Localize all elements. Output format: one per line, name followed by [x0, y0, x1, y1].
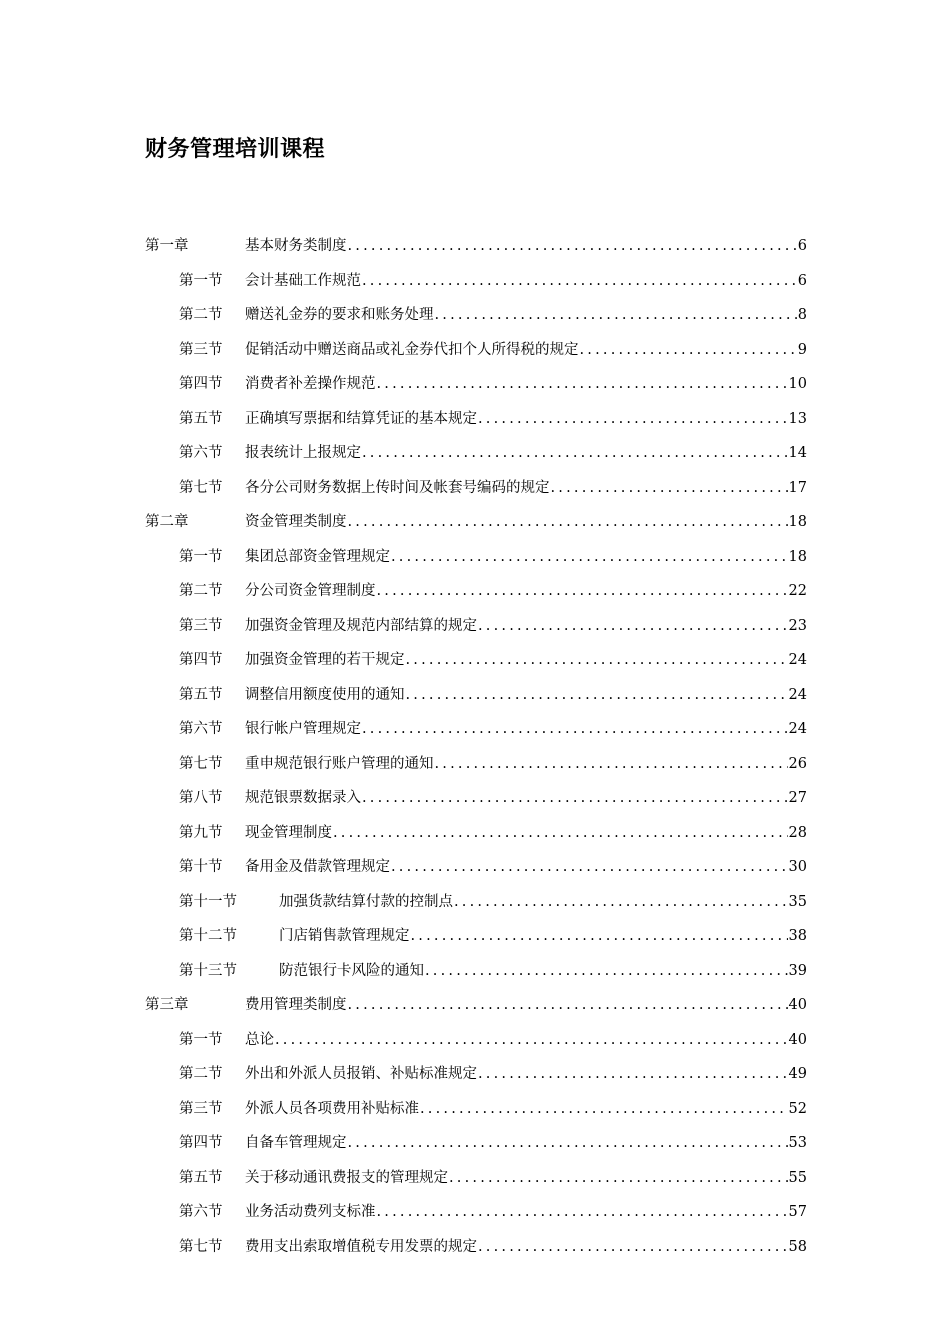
toc-dot-leader: [362, 441, 788, 465]
toc-section-entry[interactable]: [145, 372, 807, 407]
toc-entry-number: 第一节: [179, 272, 223, 289]
toc-page-number: 58: [788, 1238, 807, 1255]
toc-section-entry[interactable]: [145, 407, 807, 442]
toc-dot-leader: [275, 1028, 788, 1052]
toc-section-entry[interactable]: [145, 1097, 807, 1132]
toc-entry-title: 加强资金管理的若干规定: [245, 652, 405, 668]
toc-section-entry[interactable]: [145, 648, 807, 683]
toc-entry-title: 银行帐户管理规定: [245, 721, 361, 737]
toc-chapter-entry[interactable]: [145, 234, 807, 269]
toc-entry-title: 总论: [245, 1031, 274, 1048]
toc-entry-title: 正确填写票据和结算凭证的基本规定: [245, 410, 477, 427]
toc-dot-leader: [435, 752, 788, 776]
toc-section-entry[interactable]: [145, 717, 807, 752]
toc-dot-leader: [348, 1131, 788, 1155]
toc-entry-title: 费用支出索取增值税专用发票的规定: [245, 1238, 477, 1255]
toc-section-entry[interactable]: [145, 545, 807, 580]
toc-dot-leader: [420, 1097, 788, 1121]
toc-page-number: 49: [788, 1066, 807, 1082]
toc-page-number: 18: [788, 514, 807, 530]
toc-page-number: 14: [788, 445, 807, 461]
toc-entry-title: 各分公司财务数据上传时间及帐套号编码的规定: [245, 479, 550, 496]
toc-dot-leader: [551, 476, 788, 500]
toc-entry-number: 第二节: [179, 307, 223, 323]
toc-dot-leader: [391, 855, 788, 879]
toc-page-number: 23: [788, 617, 807, 634]
toc-section-entry[interactable]: [145, 683, 807, 718]
toc-dot-leader: [406, 648, 788, 672]
toc-entry-number: 第四节: [179, 376, 223, 392]
toc-entry-number: 第二节: [179, 1066, 223, 1082]
toc-entry-number: 第六节: [179, 445, 223, 461]
toc-section-entry[interactable]: [145, 786, 807, 821]
toc-dot-leader: [406, 683, 788, 707]
toc-entry-title: 加强货款结算付款的控制点: [279, 893, 453, 910]
toc-dot-leader: [478, 407, 788, 431]
toc-page-number: 39: [788, 962, 807, 979]
toc-entry-number: 第四节: [179, 652, 223, 668]
toc-entry-number: 第七节: [179, 1238, 223, 1255]
toc-section-entry[interactable]: [145, 1062, 807, 1097]
toc-page-number: 6: [797, 238, 807, 254]
toc-entry-number: 第七节: [179, 479, 223, 496]
document-title: 财务管理培训课程: [145, 137, 326, 162]
toc-section-entry[interactable]: [145, 338, 807, 373]
toc-dot-leader: [348, 510, 788, 534]
toc-dot-leader: [478, 1235, 788, 1259]
toc-page-number: 28: [788, 824, 807, 841]
toc-entry-number: 第五节: [179, 410, 223, 427]
table-of-contents: [145, 234, 807, 1269]
toc-page-number: 17: [788, 479, 807, 496]
toc-entry-title: 关于移动通讯费报支的管理规定: [245, 1169, 448, 1186]
toc-page-number: 22: [788, 583, 807, 599]
toc-chapter-entry[interactable]: [145, 510, 807, 545]
toc-dot-leader: [362, 269, 797, 293]
toc-section-entry[interactable]: [145, 614, 807, 649]
toc-entry-number: 第二节: [179, 583, 223, 599]
toc-entry-title: 费用管理类制度: [245, 997, 347, 1013]
toc-section-entry[interactable]: [145, 752, 807, 787]
toc-entry-title: 调整信用额度使用的通知: [245, 686, 405, 703]
toc-entry-number: 第十三节: [179, 962, 237, 979]
toc-page-number: 53: [788, 1135, 807, 1151]
toc-section-entry[interactable]: [145, 890, 807, 925]
toc-entry-number: 第十节: [179, 859, 223, 875]
toc-entry-number: 第六节: [179, 1204, 223, 1220]
toc-entry-number: 第九节: [179, 824, 223, 841]
toc-dot-leader: [377, 579, 788, 603]
toc-page-number: 38: [788, 928, 807, 944]
toc-page-number: 6: [797, 272, 807, 289]
toc-entry-title: 资金管理类制度: [245, 514, 347, 530]
toc-dot-leader: [449, 1166, 788, 1190]
toc-page-number: 24: [788, 686, 807, 703]
toc-entry-number: 第六节: [179, 721, 223, 737]
toc-entry-title: 加强资金管理及规范内部结算的规定: [245, 617, 477, 634]
toc-entry-title: 重申规范银行账户管理的通知: [245, 755, 434, 772]
toc-entry-number: 第三章: [145, 997, 189, 1013]
toc-entry-number: 第一章: [145, 238, 189, 254]
toc-entry-number: 第三节: [179, 617, 223, 634]
toc-entry-number: 第八节: [179, 790, 223, 806]
toc-section-entry[interactable]: [145, 1131, 807, 1166]
toc-page-number: 30: [788, 859, 807, 875]
toc-dot-leader: [348, 993, 788, 1017]
toc-dot-leader: [348, 234, 797, 258]
toc-dot-leader: [478, 1062, 788, 1086]
toc-page-number: 26: [788, 755, 807, 772]
toc-page-number: 40: [788, 1031, 807, 1048]
toc-entry-number: 第一节: [179, 548, 223, 565]
toc-section-entry[interactable]: [145, 1166, 807, 1201]
toc-entry-title: 报表统计上报规定: [245, 445, 361, 461]
toc-page-number: 18: [788, 548, 807, 565]
toc-chapter-entry[interactable]: [145, 993, 807, 1028]
toc-dot-leader: [580, 338, 797, 362]
toc-entry-title: 规范银票数据录入: [245, 790, 361, 806]
toc-section-entry[interactable]: [145, 269, 807, 304]
toc-section-entry[interactable]: [145, 855, 807, 890]
toc-entry-title: 集团总部资金管理规定: [245, 548, 390, 565]
toc-entry-number: 第五节: [179, 1169, 223, 1186]
toc-entry-number: 第三节: [179, 341, 223, 358]
toc-section-entry[interactable]: [145, 1028, 807, 1063]
toc-dot-leader: [377, 372, 788, 396]
toc-page-number: 9: [797, 341, 807, 358]
toc-section-entry[interactable]: [145, 924, 807, 959]
toc-entry-title: 备用金及借款管理规定: [245, 859, 390, 875]
toc-page-number: 24: [788, 652, 807, 668]
toc-section-entry[interactable]: [145, 821, 807, 856]
toc-page-number: 55: [788, 1169, 807, 1186]
toc-dot-leader: [377, 1200, 788, 1224]
toc-entry-title: 分公司资金管理制度: [245, 583, 376, 599]
toc-page-number: 35: [788, 893, 807, 910]
toc-page-number: 52: [788, 1100, 807, 1117]
toc-dot-leader: [478, 614, 788, 638]
toc-entry-number: 第四节: [179, 1135, 223, 1151]
toc-entry-title: 业务活动费列支标准: [245, 1204, 376, 1220]
toc-section-entry[interactable]: [145, 476, 807, 511]
toc-entry-title: 外出和外派人员报销、补贴标准规定: [245, 1066, 477, 1082]
toc-entry-title: 消费者补差操作规范: [245, 376, 376, 392]
toc-entry-title: 会计基础工作规范: [245, 272, 361, 289]
toc-dot-leader: [362, 717, 788, 741]
toc-dot-leader: [454, 890, 788, 914]
toc-section-entry[interactable]: [145, 579, 807, 614]
toc-entry-title: 自备车管理规定: [245, 1135, 347, 1151]
toc-entry-number: 第二章: [145, 514, 189, 530]
toc-section-entry[interactable]: [145, 1235, 807, 1270]
toc-dot-leader: [333, 821, 788, 845]
toc-page-number: 57: [788, 1204, 807, 1220]
toc-entry-title: 现金管理制度: [245, 824, 332, 841]
toc-entry-title: 防范银行卡风险的通知: [279, 962, 424, 979]
toc-entry-number: 第十二节: [179, 928, 237, 944]
toc-page-number: 24: [788, 721, 807, 737]
toc-dot-leader: [425, 959, 788, 983]
toc-dot-leader: [391, 545, 788, 569]
toc-entry-title: 促销活动中赠送商品或礼金券代扣个人所得税的规定: [245, 341, 579, 358]
toc-entry-number: 第一节: [179, 1031, 223, 1048]
toc-section-entry[interactable]: [145, 441, 807, 476]
toc-page-number: 27: [788, 790, 807, 806]
toc-entry-title: 外派人员各项费用补贴标准: [245, 1100, 419, 1117]
toc-page-number: 13: [788, 410, 807, 427]
toc-entry-number: 第三节: [179, 1100, 223, 1117]
toc-entry-number: 第七节: [179, 755, 223, 772]
toc-section-entry[interactable]: [145, 959, 807, 994]
toc-entry-title: 门店销售款管理规定: [279, 928, 410, 944]
toc-entry-number: 第五节: [179, 686, 223, 703]
toc-entry-number: 第十一节: [179, 893, 237, 910]
toc-page-number: 40: [788, 997, 807, 1013]
toc-page-number: 8: [797, 307, 807, 323]
toc-dot-leader: [362, 786, 788, 810]
toc-section-entry[interactable]: [145, 303, 807, 338]
toc-page-number: 10: [788, 376, 807, 392]
toc-section-entry[interactable]: [145, 1200, 807, 1235]
toc-dot-leader: [435, 303, 797, 327]
toc-entry-title: 基本财务类制度: [245, 238, 347, 254]
toc-dot-leader: [411, 924, 788, 948]
toc-entry-title: 赠送礼金券的要求和账务处理: [245, 307, 434, 323]
